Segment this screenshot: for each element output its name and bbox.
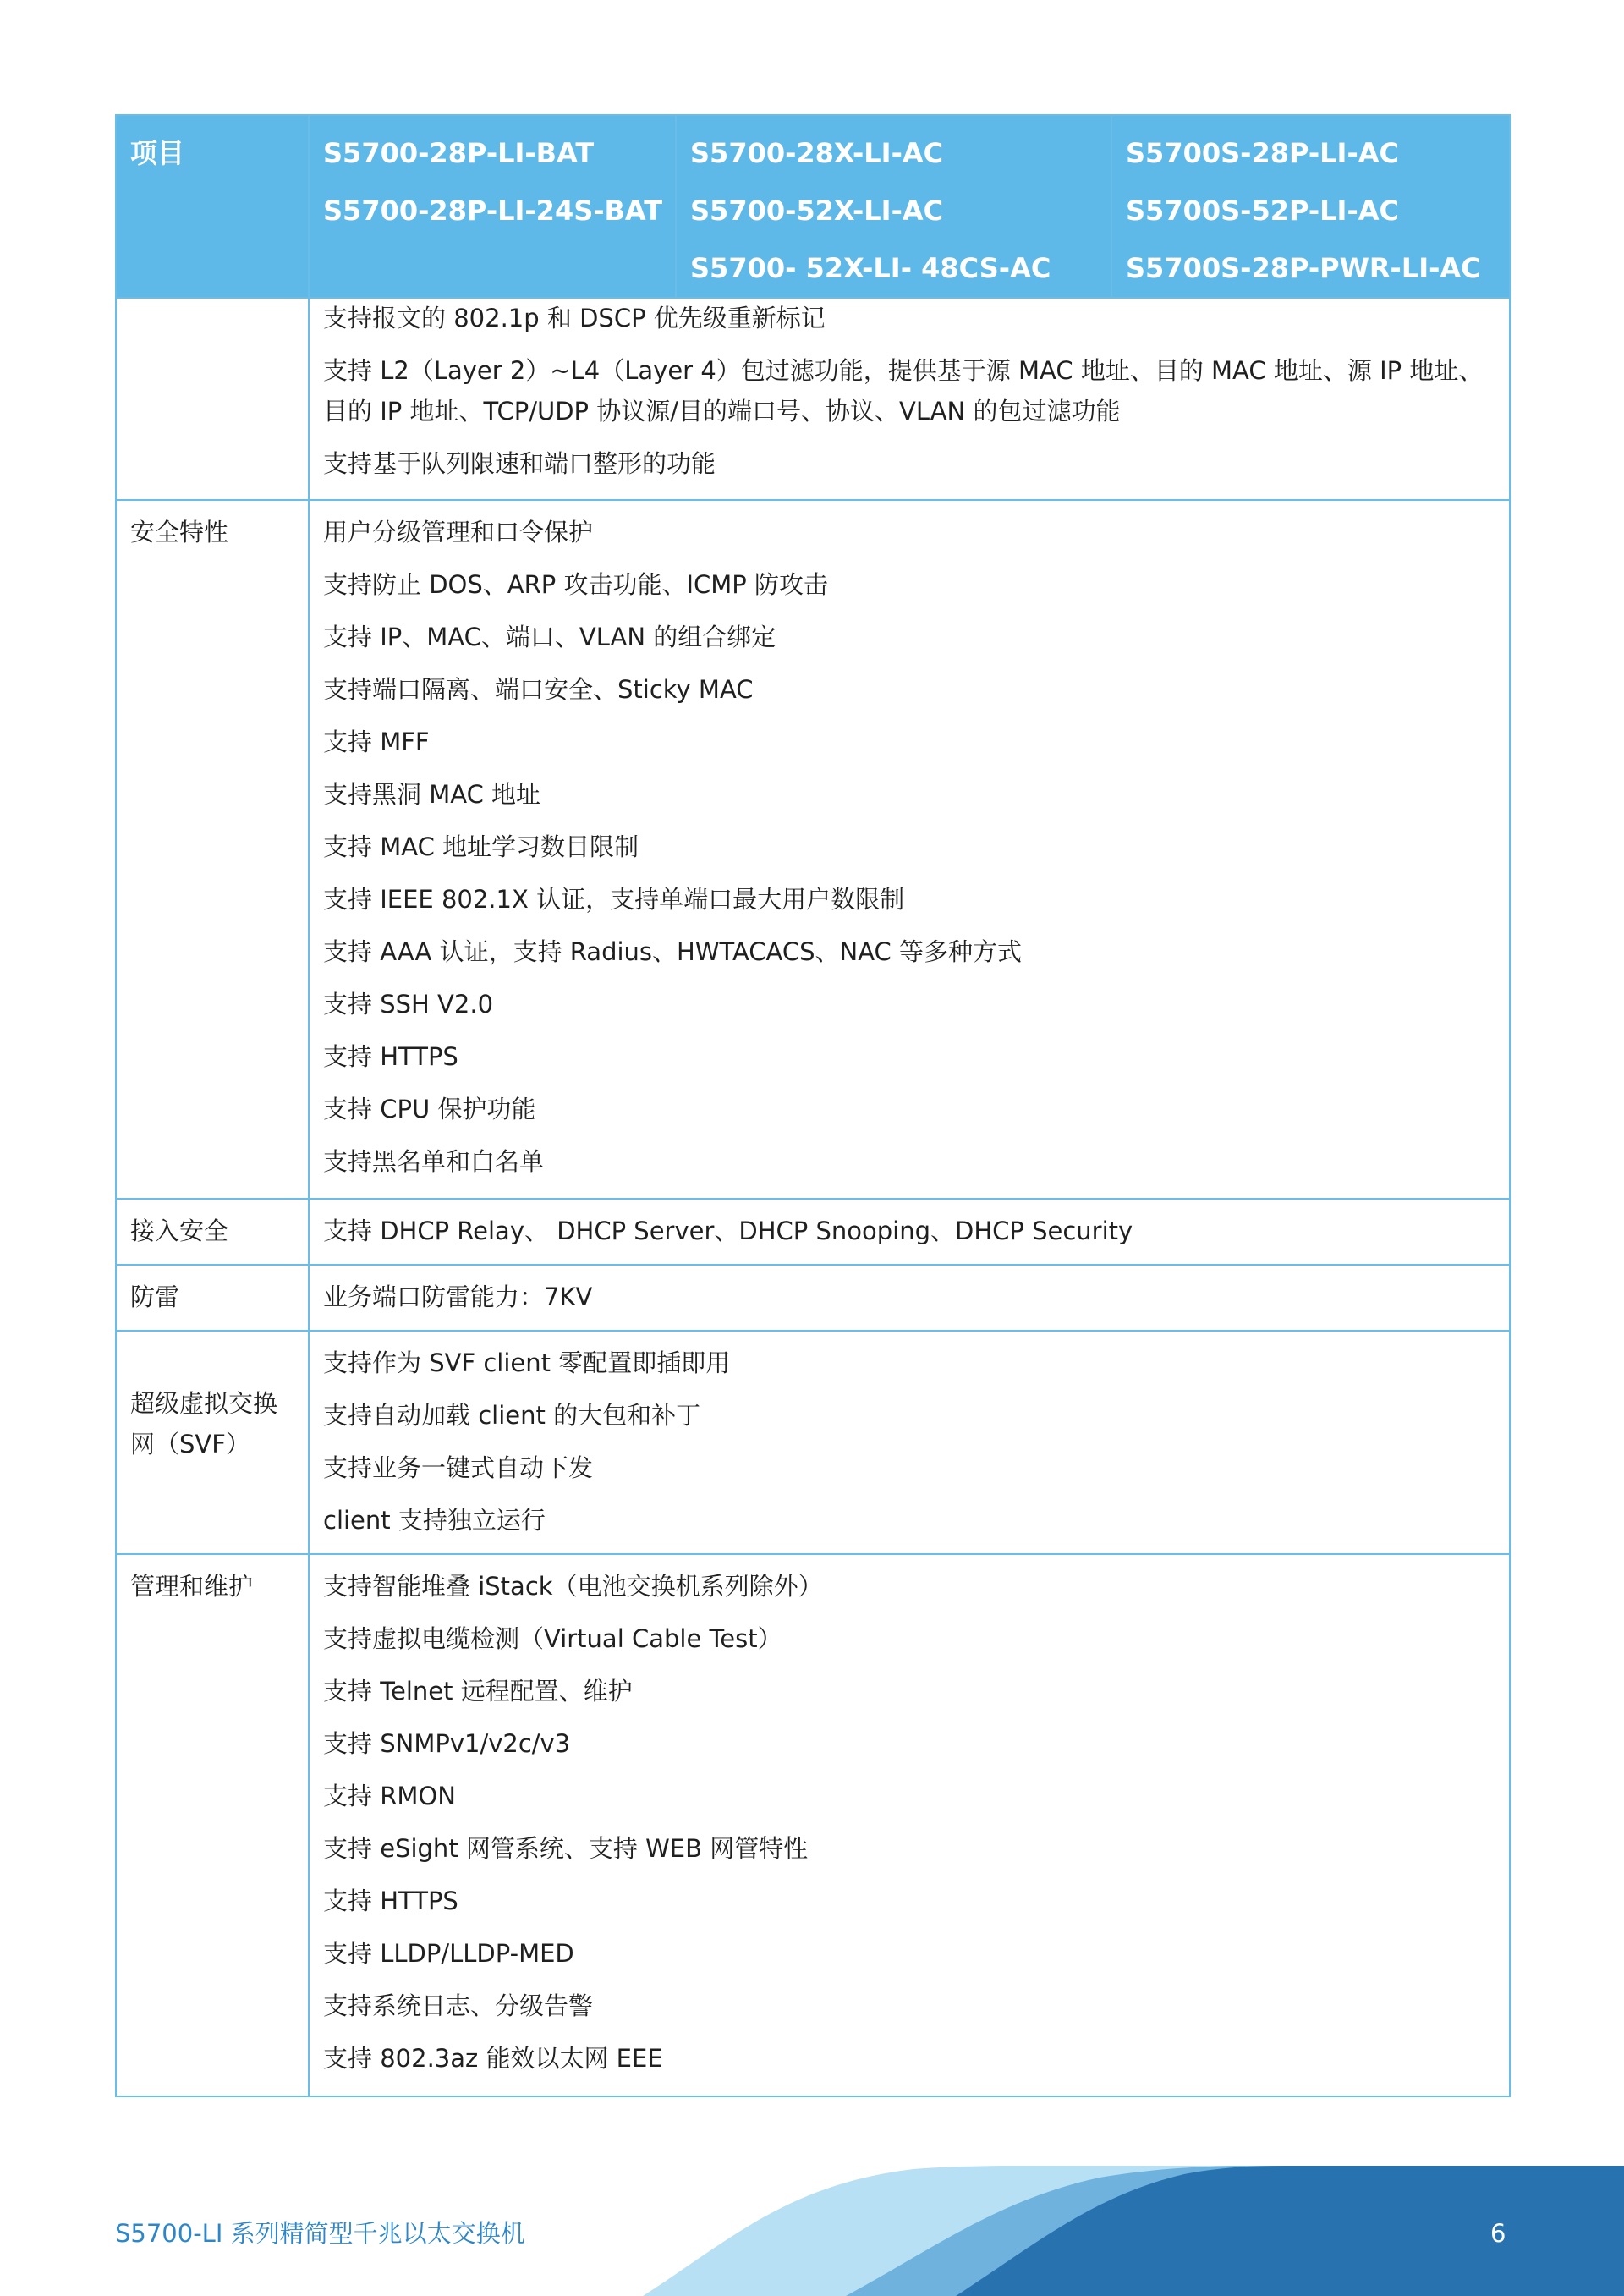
feature-item: 支持 SSH V2.0 (323, 990, 494, 1019)
feature-item: 业务端口防雷能力：7KV (323, 1283, 593, 1311)
feature-item: 支持 eSight 网管系统、支持 WEB 网管特性 (323, 1834, 809, 1863)
model-name: S5700S-28P-PWR-LI-AC (1126, 252, 1481, 284)
feature-item: 用户分级管理和口令保护 (323, 518, 594, 547)
table-row (116, 1554, 1510, 2096)
row-label: 超级虚拟交换网（SVF） (116, 1331, 309, 1554)
model-name: S5700-28P-LI-BAT (323, 137, 595, 169)
model-name: S5700-28P-LI-24S-BAT (323, 195, 663, 227)
page-number: 6 (1490, 2219, 1506, 2248)
row-content (309, 1265, 1510, 1331)
feature-item: 支持 802.3az 能效以太网 EEE (323, 2044, 663, 2073)
feature-item: 支持 AAA 认证，支持 Radius、HWTACACS、NAC 等多种方式 (323, 937, 1023, 966)
feature-item: 支持自动加载 client 的大包和补丁 (323, 1401, 701, 1430)
header-model-group-1 (309, 115, 676, 298)
table-row (116, 500, 1510, 1199)
header-model-group-2 (676, 115, 1111, 298)
row-label: 接入安全 (116, 1199, 309, 1265)
model-name: S5700-52X-LI-AC (690, 195, 944, 227)
row-label: 安全特性 (116, 500, 309, 1199)
feature-item: 支持 MAC 地址学习数目限制 (323, 832, 639, 861)
feature-item: 支持黑名单和白名单 (323, 1147, 545, 1176)
model-name: S5700S-52P-LI-AC (1126, 195, 1399, 227)
feature-item: 支持报文的 802.1p 和 DSCP 优先级重新标记 (323, 304, 826, 332)
feature-item: 支持系统日志、分级告警 (323, 1991, 594, 2020)
row-label (116, 298, 309, 500)
feature-item: 支持 MFF (323, 728, 430, 756)
feature-item: 支持业务一键式自动下发 (323, 1453, 594, 1482)
feature-item: 支持黑洞 MAC 地址 (323, 780, 541, 809)
feature-item: 支持虚拟电缆检测（Virtual Cable Test） (323, 1624, 782, 1653)
feature-item: 支持防止 DOS、ARP 攻击功能、ICMP 防攻击 (323, 570, 829, 599)
row-content (309, 1199, 1510, 1265)
model-name: S5700- 52X-LI- 48CS-AC (690, 252, 1051, 284)
model-name: S5700-28X-LI-AC (690, 137, 944, 169)
spec-table (115, 114, 1511, 2097)
table-row (116, 1331, 1510, 1554)
feature-item: 支持基于队列限速和端口整形的功能 (323, 449, 716, 478)
feature-item: 支持 IEEE 802.1X 认证，支持单端口最大用户数限制 (323, 885, 905, 914)
feature-item: 支持 RMON (323, 1782, 456, 1810)
feature-item: client 支持独立运行 (323, 1506, 546, 1535)
row-label: 防雷 (116, 1265, 309, 1331)
feature-item: 支持端口隔离、端口安全、Sticky MAC (323, 675, 754, 704)
header-item-label: 项目 (116, 115, 309, 298)
model-name: S5700S-28P-LI-AC (1126, 137, 1399, 169)
feature-item: 支持 HTTPS (323, 1042, 458, 1071)
feature-item: 支持 CPU 保护功能 (323, 1095, 536, 1123)
row-content (309, 1554, 1510, 2096)
row-content (309, 1331, 1510, 1554)
table-row (116, 1199, 1510, 1265)
table-row (116, 298, 1510, 500)
footer-document-title: S5700-LI 系列精简型千兆以太交换机 (115, 2219, 525, 2248)
feature-item: 支持 DHCP Relay、 DHCP Server、DHCP Snooping、DHCP Security (323, 1217, 1133, 1245)
feature-item: 支持 L2（Layer 2）~L4（Layer 4）包过滤功能，提供基于源 MAC 地址、目的 MAC 地址、源 IP 地址、目的 IP 地址、TCP/UDP 协议源/目的端口号、协议、VLAN 的包过滤功能 (323, 356, 1484, 426)
feature-item: 支持 Telnet 远程配置、维护 (323, 1677, 633, 1706)
feature-item: 支持智能堆叠 iStack（电池交换机系列除外） (323, 1572, 823, 1601)
row-label: 管理和维护 (116, 1554, 309, 2096)
feature-item: 支持 IP、MAC、端口、VLAN 的组合绑定 (323, 623, 776, 651)
header-model-group-3 (1111, 115, 1510, 298)
feature-item: 支持作为 SVF client 零配置即插即用 (323, 1348, 731, 1377)
row-content (309, 298, 1510, 500)
feature-item: 支持 SNMPv1/v2c/v3 (323, 1729, 571, 1758)
table-row (116, 1265, 1510, 1331)
table-header-row (116, 115, 1510, 298)
feature-item: 支持 HTTPS (323, 1887, 458, 1915)
feature-item: 支持 LLDP/LLDP-MED (323, 1939, 574, 1968)
row-content (309, 500, 1510, 1199)
